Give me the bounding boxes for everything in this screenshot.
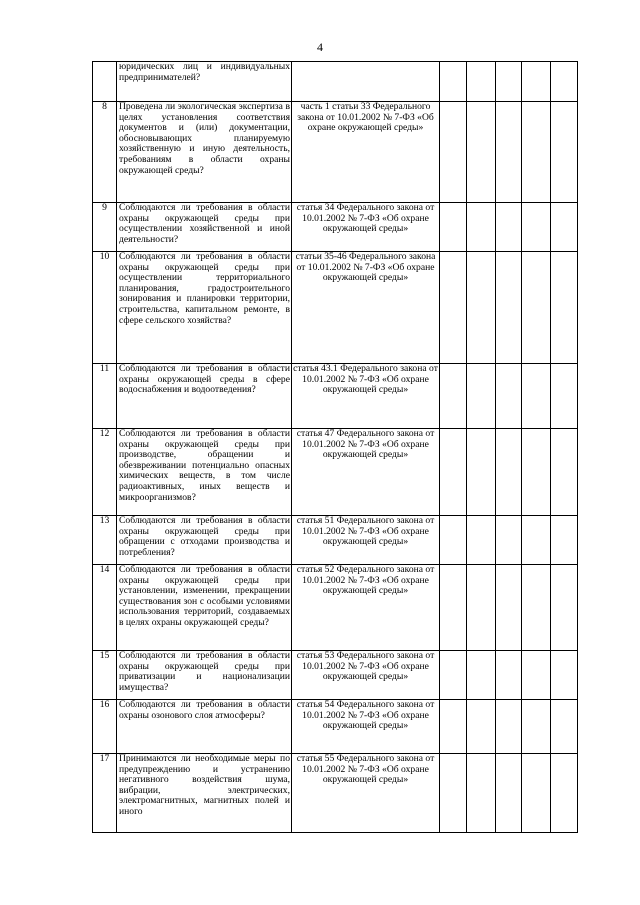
answer-cell[interactable] xyxy=(440,754,467,833)
answer-cell[interactable] xyxy=(522,516,551,565)
question-cell: Соблюдаются ли требования в области охраны окружающей среды при установлении, изменении, прекращении существования зон с особыми условиями использования территорий, создаваемых в целях охраны окружающей среды? xyxy=(117,565,292,651)
answer-cell[interactable] xyxy=(440,364,467,429)
row-number-cell: 8 xyxy=(93,102,117,203)
question-cell: Соблюдаются ли требования в области охраны окружающей среды при осуществлении хозяйственной и иной деятельности? xyxy=(117,203,292,252)
table-row xyxy=(93,700,578,754)
law-reference-cell: статья 51 Федерального закона от 10.01.2002 № 7-ФЗ «Об охране окружающей среды» xyxy=(292,516,440,565)
answer-cell[interactable] xyxy=(551,62,578,102)
answer-cell[interactable] xyxy=(440,651,467,700)
answer-cell[interactable] xyxy=(496,754,522,833)
answer-cell[interactable] xyxy=(522,252,551,364)
answer-cell[interactable] xyxy=(440,203,467,252)
row-number-cell: 15 xyxy=(93,651,117,700)
answer-cell[interactable] xyxy=(467,651,496,700)
answer-cell[interactable] xyxy=(467,364,496,429)
answer-cell[interactable] xyxy=(496,565,522,651)
row-number-cell xyxy=(93,62,117,102)
law-reference-cell: статья 43.1 Федерального закона от 10.01.2002 № 7-ФЗ «Об охране окружающей среды» xyxy=(292,364,440,429)
answer-cell[interactable] xyxy=(440,516,467,565)
table-row xyxy=(93,62,578,102)
answer-cell[interactable] xyxy=(522,651,551,700)
row-number-cell: 17 xyxy=(93,754,117,833)
question-cell: Соблюдаются ли требования в области охраны окружающей среды при производстве, обращении и обезвреживании потенциально опасных химических веществ, в том числе радиоактивных, иных веществ и микроорганизмов? xyxy=(117,429,292,516)
answer-cell[interactable] xyxy=(440,429,467,516)
answer-cell[interactable] xyxy=(496,429,522,516)
question-cell: Принимаются ли необходимые меры по предупреждению и устранению негативного воздействия шума, вибрации, электрических, электромагнитных, магнитных полей и иного xyxy=(117,754,292,833)
answer-cell[interactable] xyxy=(522,700,551,754)
answer-cell[interactable] xyxy=(551,252,578,364)
answer-cell[interactable] xyxy=(551,364,578,429)
law-reference-cell: статья 54 Федерального закона от 10.01.2002 № 7-ФЗ «Об охране окружающей среды» xyxy=(292,700,440,754)
answer-cell[interactable] xyxy=(551,429,578,516)
question-cell: юридических лиц и индивидуальных предпринимателей? xyxy=(117,62,292,102)
answer-cell[interactable] xyxy=(551,754,578,833)
question-cell: Соблюдаются ли требования в области охраны окружающей среды при осуществлении территориального планирования, градостроительного зонирования и планировки территории, строительства, капитальном ремонте, в сфере сельского хозяйства? xyxy=(117,252,292,364)
row-number-cell: 13 xyxy=(93,516,117,565)
law-reference-cell: часть 1 статьи 33 Федерального закона от 10.01.2002 № 7-ФЗ «Об охране окружающей среды» xyxy=(292,102,440,203)
answer-cell[interactable] xyxy=(496,102,522,203)
table-row xyxy=(93,252,578,364)
table-row xyxy=(93,651,578,700)
table-row xyxy=(93,429,578,516)
answer-cell[interactable] xyxy=(496,516,522,565)
answer-cell[interactable] xyxy=(551,102,578,203)
answer-cell[interactable] xyxy=(467,429,496,516)
answer-cell[interactable] xyxy=(467,700,496,754)
answer-cell[interactable] xyxy=(467,102,496,203)
answer-cell[interactable] xyxy=(551,651,578,700)
answer-cell[interactable] xyxy=(467,754,496,833)
answer-cell[interactable] xyxy=(522,429,551,516)
answer-cell[interactable] xyxy=(551,700,578,754)
table-row xyxy=(93,203,578,252)
answer-cell[interactable] xyxy=(496,364,522,429)
answer-cell[interactable] xyxy=(551,203,578,252)
answer-cell[interactable] xyxy=(496,62,522,102)
law-reference-cell: статья 53 Федерального закона от 10.01.2002 № 7-ФЗ «Об охране окружающей среды» xyxy=(292,651,440,700)
question-cell: Соблюдаются ли требования в области охраны окружающей среды при обращении с отходами производства и потребления? xyxy=(117,516,292,565)
law-reference-cell xyxy=(292,62,440,102)
table-row xyxy=(93,516,578,565)
answer-cell[interactable] xyxy=(440,700,467,754)
table-row xyxy=(93,364,578,429)
answer-cell[interactable] xyxy=(522,203,551,252)
question-cell: Соблюдаются ли требования в области охраны окружающей среды при приватизации и национализации имущества? xyxy=(117,651,292,700)
question-cell: Проведена ли экологическая экспертиза в целях установления соответствия документов и (или) документации, обосновывающих планируемую хозяйственную и иную деятельность, требованиям в области охраны окружающей среды? xyxy=(117,102,292,203)
answer-cell[interactable] xyxy=(496,252,522,364)
answer-cell[interactable] xyxy=(551,565,578,651)
answer-cell[interactable] xyxy=(522,565,551,651)
answer-cell[interactable] xyxy=(522,364,551,429)
answer-cell[interactable] xyxy=(467,252,496,364)
answer-cell[interactable] xyxy=(440,565,467,651)
row-number-cell: 14 xyxy=(93,565,117,651)
row-number-cell: 12 xyxy=(93,429,117,516)
table-row xyxy=(93,754,578,833)
answer-cell[interactable] xyxy=(496,651,522,700)
answer-cell[interactable] xyxy=(467,62,496,102)
law-reference-cell: статьи 35-46 Федерального закона от 10.01.2002 № 7-ФЗ «Об охране окружающей среды» xyxy=(292,252,440,364)
answer-cell[interactable] xyxy=(440,252,467,364)
table-row xyxy=(93,102,578,203)
question-cell: Соблюдаются ли требования в области охраны окружающей среды в сфере водоснабжения и водоотведения? xyxy=(117,364,292,429)
law-reference-cell: статья 55 Федерального закона от 10.01.2002 № 7-ФЗ «Об охране окружающей среды» xyxy=(292,754,440,833)
answer-cell[interactable] xyxy=(467,516,496,565)
answer-cell[interactable] xyxy=(440,62,467,102)
row-number-cell: 9 xyxy=(93,203,117,252)
answer-cell[interactable] xyxy=(522,62,551,102)
answer-cell[interactable] xyxy=(522,754,551,833)
page-number: 4 xyxy=(317,40,323,54)
law-reference-cell: статья 52 Федерального закона от 10.01.2002 № 7-ФЗ «Об охране окружающей среды» xyxy=(292,565,440,651)
answer-cell[interactable] xyxy=(467,565,496,651)
table-row xyxy=(93,565,578,651)
answer-cell[interactable] xyxy=(496,203,522,252)
question-cell: Соблюдаются ли требования в области охраны озонового слоя атмосферы? xyxy=(117,700,292,754)
answer-cell[interactable] xyxy=(496,700,522,754)
law-reference-cell: статья 34 Федерального закона от 10.01.2002 № 7-ФЗ «Об охране окружающей среды» xyxy=(292,203,440,252)
checklist-table xyxy=(92,61,578,833)
law-reference-cell: статья 47 Федерального закона от 10.01.2002 № 7-ФЗ «Об охране окружающей среды» xyxy=(292,429,440,516)
answer-cell[interactable] xyxy=(522,102,551,203)
row-number-cell: 10 xyxy=(93,252,117,364)
row-number-cell: 16 xyxy=(93,700,117,754)
answer-cell[interactable] xyxy=(467,203,496,252)
row-number-cell: 11 xyxy=(93,364,117,429)
answer-cell[interactable] xyxy=(440,102,467,203)
answer-cell[interactable] xyxy=(551,516,578,565)
